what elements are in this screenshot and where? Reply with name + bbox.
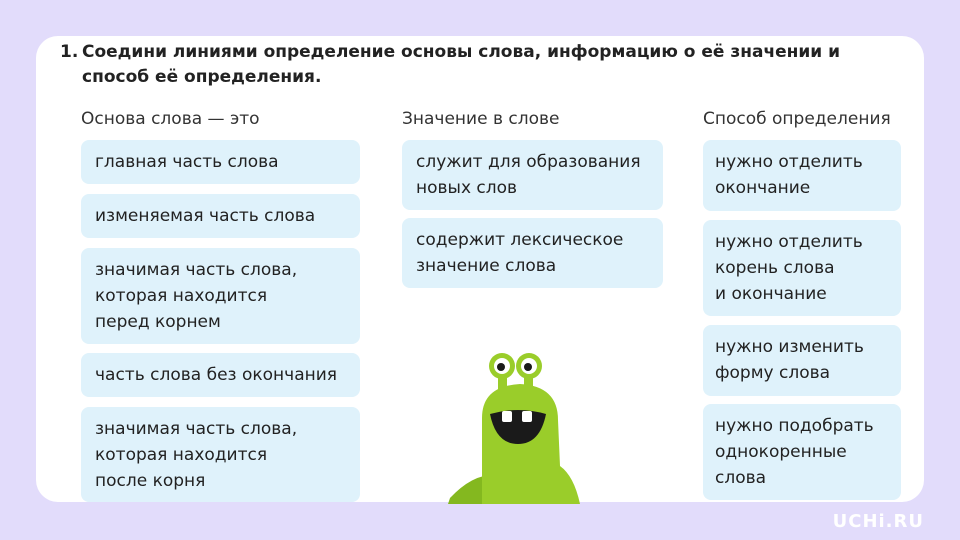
- column-header-meaning: Значение в слове: [402, 109, 560, 129]
- task-number: 1.: [60, 42, 79, 62]
- method-option-3[interactable]: нужно изменить форму слова: [703, 325, 901, 396]
- definition-option-1[interactable]: главная часть слова: [81, 140, 360, 184]
- definition-option-5[interactable]: значимая часть слова, которая находится после корня: [81, 407, 360, 502]
- task-text: Соедини линиями определение основы слова, информацию о её значении и способ её определения.: [82, 42, 841, 87]
- method-option-2[interactable]: нужно отделить корень слова и окончание: [703, 220, 901, 316]
- column-header-definition: Основа слова — это: [81, 109, 260, 129]
- method-option-4[interactable]: нужно подобрать однокоренные слова: [703, 404, 901, 500]
- meaning-option-2[interactable]: содержит лексическое значение слова: [402, 218, 663, 288]
- column-header-method: Способ определения: [703, 109, 891, 129]
- green-worm-mascot-icon: [440, 348, 590, 504]
- method-option-1[interactable]: нужно отделить окончание: [703, 140, 901, 211]
- meaning-option-1[interactable]: служит для образования новых слов: [402, 140, 663, 210]
- definition-option-3[interactable]: значимая часть слова, которая находится перед корнем: [81, 248, 360, 344]
- definition-option-2[interactable]: изменяемая часть слова: [81, 194, 360, 238]
- definition-option-4[interactable]: часть слова без окончания: [81, 353, 360, 397]
- task-instruction: [60, 40, 860, 90]
- brand-logo: UCHi.RU: [832, 511, 924, 532]
